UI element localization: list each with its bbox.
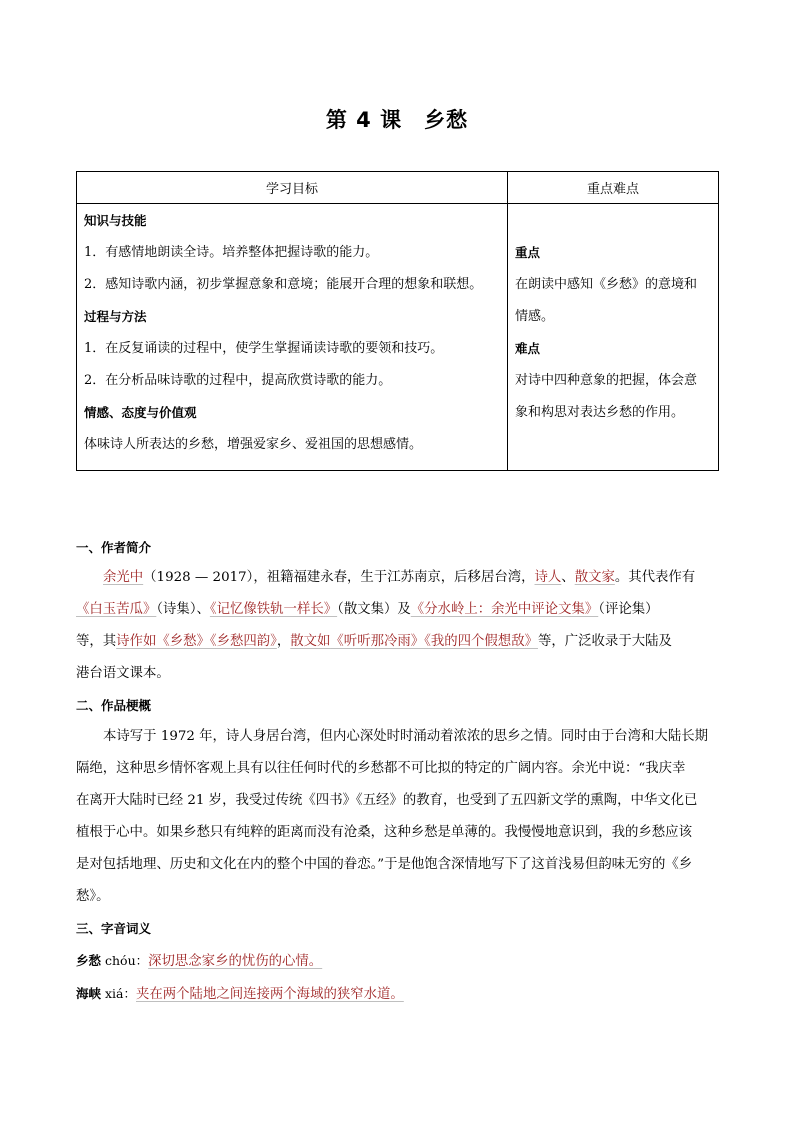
text-line: 本诗写于 1972 年，诗人身居台湾，但内心深处时时涌动着浓浓的思乡之情。同时由于台湾和大陆长期 [103, 729, 708, 744]
vocab-term: 乡愁 [76, 953, 102, 968]
goal-item: 1．在反复诵读的过程中，使学生掌握诵读诗歌的要领和技巧。 [84, 341, 444, 356]
text-run: （散文集）及 [337, 602, 411, 617]
work-title: 《白玉苦瓜》 [76, 602, 157, 617]
text-line: 植根于心中。如果乡愁只有纯粹的距离而没有沧桑，这种乡愁是单薄的。我慢慢地意识到，我的乡愁应该 [76, 825, 692, 840]
author-role: 散文家 [574, 570, 615, 585]
page-title [0, 104, 794, 134]
goal-item: 2．在分析品味诗歌的过程中，提高欣赏诗歌的能力。 [84, 373, 392, 388]
goal-category-process: 过程与方法 [84, 309, 147, 324]
text-run: 。其代表作有 [614, 570, 696, 585]
goal-item: 体味诗人所表达的乡愁，增强爱家乡、爱祖国的思想感情。 [84, 437, 423, 452]
section-heading-summary: 二、作品梗概 [76, 698, 152, 713]
text-run: 等，其 [76, 634, 117, 649]
author-role: 诗人 [534, 570, 562, 585]
header-key-points: 重点难点 [508, 172, 719, 204]
goal-item: 2．感知诗歌内涵，初步掌握意象和意境；能展开合理的想象和联想。 [84, 277, 483, 292]
vocab-pinyin: xiá： [101, 986, 136, 1001]
lesson-name: 乡愁 [424, 108, 469, 132]
text-run: （诗集）、 [156, 602, 210, 617]
text-line: 是对包括地理、历史和文化在内的整个中国的眷恋。”于是他饱含深情地写下了这首浅易但韵味无穷的《乡 [76, 857, 693, 872]
goal-category-emotion: 情感、态度与价值观 [84, 405, 197, 420]
text-run: （评论集） [598, 602, 659, 617]
vocab-pinyin: chóu： [101, 953, 149, 968]
difficulty-text: 象和构思对表达乡愁的作用。 [515, 405, 685, 420]
difficulty-label: 难点 [515, 341, 541, 356]
work-label: 诗作如 [116, 634, 157, 649]
vocab-definition: 深切思念家乡的忧伤的心情。 [148, 954, 323, 969]
text-line: 在离开大陆时已经 21 岁，我受过传统《四书》《五经》的教育，也受到了五四新文学的熏陶，中华文化已 [76, 793, 698, 808]
work-label: 散文如 [290, 634, 331, 649]
key-points-cell [508, 204, 719, 471]
work-title: 《分水岭上：余光中评论文集》 [410, 602, 599, 617]
section-heading-author: 一、作者简介 [76, 540, 152, 555]
difficulty-text: 对诗中四种意象的把握，体会意 [515, 373, 698, 388]
goal-category-knowledge: 知识与技能 [84, 213, 147, 228]
header-learning-goals: 学习目标 [77, 172, 508, 204]
text-line: 港台语文课本。 [76, 666, 170, 681]
work-title: 《乡愁》《乡愁四韵》 [156, 634, 277, 649]
text-run: （1928 — 2017），祖籍福建永春，生于江苏南京，后移居台湾， [143, 570, 535, 585]
vocab-item [76, 950, 322, 969]
work-title: 《记忆像铁轨一样长》 [209, 602, 338, 617]
text-line: 隔绝，这种思乡情怀客观上具有以往任何时代的乡愁都不可比拟的特定的广阔内容。余光中说：“我庆幸 [76, 761, 686, 776]
text-line: 愁》。 [76, 889, 110, 904]
lesson-number: 第 4 课 [325, 108, 403, 132]
text-run: 、 [561, 570, 575, 585]
goal-item: 1．有感情地朗读全诗。培养整体把握诗歌的能力。 [84, 245, 379, 260]
key-point-text: 情感。 [515, 309, 555, 324]
goals-cell [77, 204, 508, 471]
vocab-item [76, 983, 404, 1002]
author-name: 余光中 [103, 570, 144, 585]
section-heading-vocabulary: 三、字音词义 [76, 921, 152, 936]
text-run: 等，广泛收录于大陆及 [537, 634, 672, 649]
learning-goals-table [76, 171, 719, 471]
work-title: 《听听那冷雨》《我的四个假想敌》 [330, 634, 538, 649]
key-point-text: 在朗读中感知《乡愁》的意境和 [515, 277, 698, 292]
vocab-definition: 夹在两个陆地之间连接两个海域的狭窄水道。 [136, 987, 404, 1002]
key-point-label: 重点 [515, 245, 541, 260]
text-run: ， [276, 634, 291, 649]
vocab-term: 海峡 [76, 986, 102, 1001]
summary-paragraph [76, 721, 719, 913]
author-intro-paragraph [76, 562, 719, 690]
